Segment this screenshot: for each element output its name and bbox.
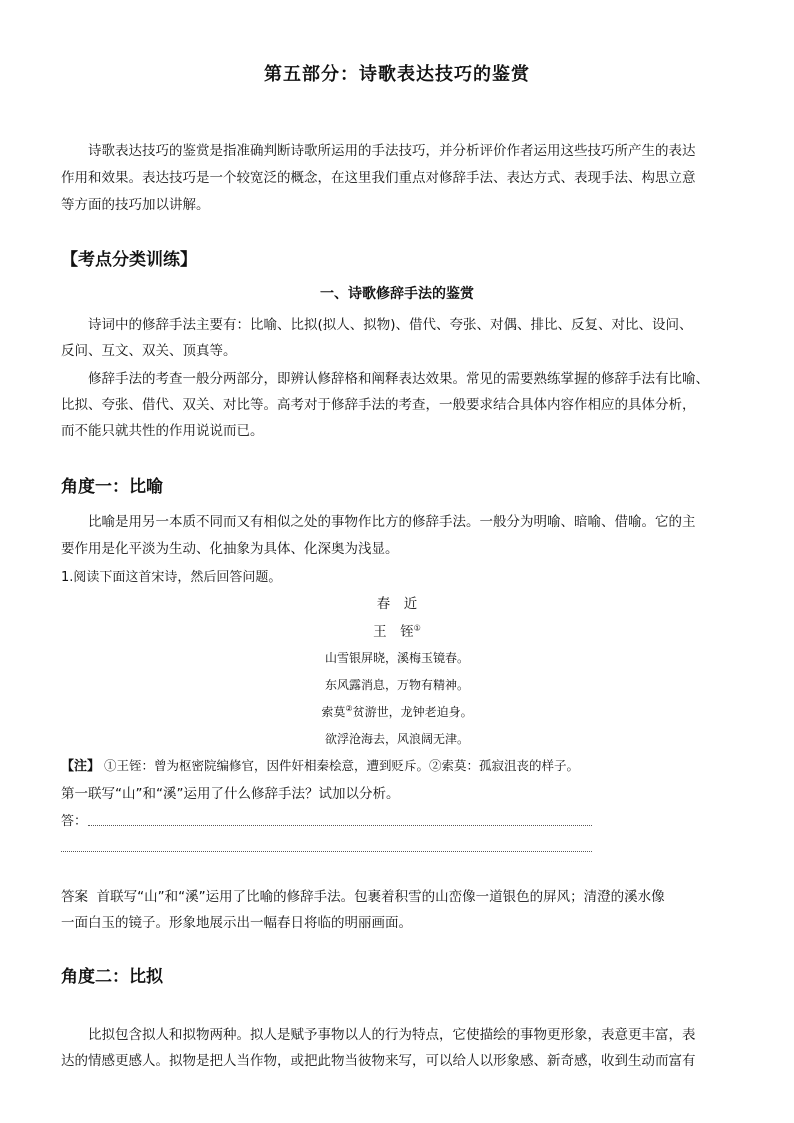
rhetoric-p1-line-1: 诗词中的修辞手法主要有：比喻、比拟(拟人、拟物)、借代、夸张、对偶、排比、反复、对比、设问、 — [88, 317, 693, 333]
rhetoric-p2-line-2: 比拟、夸张、借代、双关、对比等。高考对于修辞手法的考查，一般要求结合具体内容作相应的具体分析， — [61, 397, 696, 413]
note-label: 【注】 — [61, 759, 101, 774]
rhetoric-p2-line-3: 而不能只就共性的作用说说而已。 — [61, 423, 264, 439]
poem-line-3-footnote: ② — [345, 704, 353, 713]
question-prompt: 1.阅读下面这首宋诗，然后回答问题。 — [61, 570, 282, 585]
angle2-desc-line-1: 比拟包含拟人和拟物两种。拟人是赋予事物以人的行为特点，它使描绘的事物更形象，表意更丰富，表 — [88, 1027, 696, 1043]
poem-notes — [61, 755, 579, 774]
answer-line-1[interactable] — [88, 825, 592, 826]
intro-line-2: 作用和效果。表达技巧是一个较宽泛的概念，在这里我们重点对修辞手法、表达方式、表现手法、构思立意 — [61, 170, 696, 186]
intro-line-3: 等方面的技巧加以讲解。 — [61, 197, 210, 213]
rhetoric-p1-line-2: 反问、互文、双关、顶真等。 — [61, 343, 237, 359]
answer-key-text-1: 首联写“山”和“溪”运用了比喻的修辞手法。包裹着积雪的山峦像一道银色的屏风；清澄的溪水像 — [96, 889, 665, 905]
page-title: 第五部分：诗歌表达技巧的鉴赏 — [264, 64, 530, 85]
poem-author-footnote: ① — [413, 623, 421, 633]
poem-line-2: 东风露消息，万物有精神。 — [324, 678, 469, 692]
analysis-question: 第一联写“山”和“溪”运用了什么修辞手法？试加以分析。 — [61, 786, 400, 802]
section-heading: 【考点分类训练】 — [61, 250, 197, 270]
poem-line-3 — [0, 703, 794, 720]
poem-author-line — [0, 620, 794, 640]
poem-line-3-rest: 贫游世，龙钟老迫身。 — [352, 705, 473, 719]
answer-label: 答： — [61, 814, 88, 829]
poem-line-3-start: 索莫 — [321, 705, 346, 719]
angle1-heading: 角度一：比喻 — [61, 477, 163, 497]
angle1-desc-line-2: 要作用是化平淡为生动、化抽象为具体、化深奥为浅显。 — [61, 541, 399, 557]
poem-author: 王 铚 — [373, 624, 414, 640]
angle2-desc-line-2: 达的情感更感人。拟物是把人当作物，或把此物当彼物来写，可以给人以形象感、新奇感，收到生动而富有 — [61, 1053, 696, 1069]
poem-line-1: 山雪银屏晓，溪梅玉镜春。 — [324, 651, 469, 665]
poem-title: 春 近 — [376, 596, 418, 612]
poem-line-4: 欲浮沧海去，风浪阔无津。 — [324, 732, 469, 746]
angle2-heading: 角度二：比拟 — [61, 967, 163, 987]
intro-line-1: 诗歌表达技巧的鉴赏是指准确判断诗歌所运用的手法技巧，并分析评价作者运用这些技巧所产生的表达 — [88, 143, 696, 159]
subsection-title: 一、诗歌修辞手法的鉴赏 — [320, 286, 474, 302]
answer-key-label: 答案 — [61, 889, 88, 905]
rhetoric-p2-line-1: 修辞手法的考查一般分两部分，即辨认修辞格和阐释表达效果。常见的需要熟练掌握的修辞手法有比喻、 — [88, 371, 709, 387]
note-text: ①王铚：曾为枢密院编修官，因件奸相秦桧意，遭到贬斥。②索莫：孤寂沮丧的样子。 — [104, 758, 580, 773]
answer-key-line-2: 一面白玉的镜子。形象地展示出一幅春日将临的明丽画面。 — [61, 915, 412, 931]
answer-line-2[interactable] — [61, 851, 592, 852]
angle1-desc-line-1: 比喻是用另一本质不同而又有相似之处的事物作比方的修辞手法。一般分为明喻、暗喻、借喻。它的主 — [88, 514, 696, 530]
